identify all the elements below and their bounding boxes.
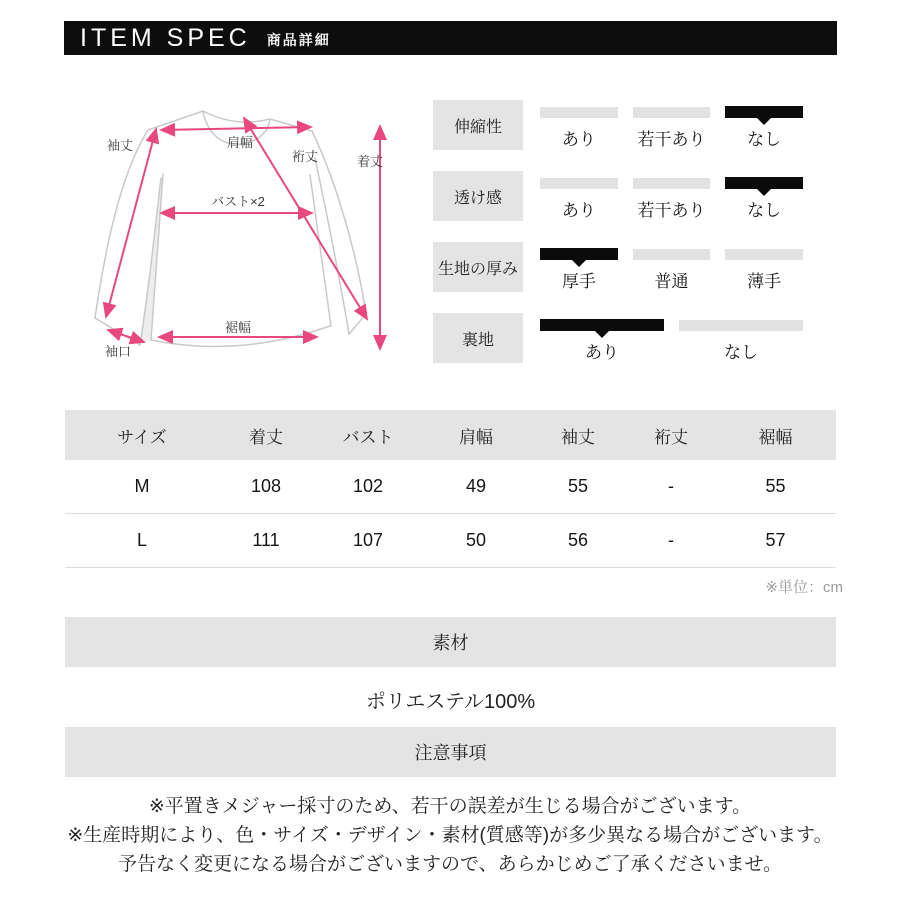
spec-option bbox=[679, 313, 803, 363]
size-table-cell: 55 bbox=[567, 476, 589, 496]
spec-option bbox=[725, 242, 803, 292]
spec-row-label: 透け感 bbox=[433, 171, 523, 221]
size-table-header-cell: 裄丈 bbox=[654, 427, 688, 447]
size-table-cell: 49 bbox=[465, 476, 487, 496]
label-sleeve-length: 袖丈 bbox=[106, 138, 134, 153]
spec-option-selected bbox=[725, 171, 803, 221]
size-table-cell: 57 bbox=[765, 530, 786, 550]
label-shoulder-width: 肩幅 bbox=[226, 135, 254, 150]
size-table-cell: 107 bbox=[352, 530, 384, 550]
spec-option-selected bbox=[540, 313, 664, 363]
spec-options bbox=[540, 313, 803, 363]
spec-bar-selected bbox=[540, 319, 664, 331]
spec-option-selected bbox=[725, 100, 803, 150]
size-table-cell: L bbox=[136, 530, 147, 550]
spec-bar bbox=[633, 249, 711, 260]
size-table-cell: 50 bbox=[465, 530, 487, 550]
label-hem-width: 裾幅 bbox=[224, 320, 252, 335]
header-title-en: ITEM SPEC bbox=[80, 23, 251, 52]
notes-line: ※生産時期により、色・サイズ・デザイン・素材(質感等)が多少異なる場合がございます。 bbox=[67, 825, 833, 846]
spec-bar bbox=[633, 178, 711, 189]
spec-bar-selected bbox=[540, 248, 618, 260]
label-body-length: 着丈 bbox=[356, 154, 384, 169]
spec-row bbox=[433, 242, 803, 292]
size-table-row bbox=[65, 460, 836, 514]
spec-bar bbox=[679, 320, 803, 331]
size-table-header-cell: 着丈 bbox=[249, 427, 283, 447]
header-title-ja: 商品詳細 bbox=[266, 32, 331, 48]
spec-row-label: 裏地 bbox=[433, 313, 523, 363]
material-value: ポリエステル100% bbox=[365, 691, 536, 713]
spec-row bbox=[433, 313, 803, 363]
spec-row bbox=[433, 100, 803, 150]
notes-line: 予告なく変更になる場合がございますので、あらかじめご了承くださいませ。 bbox=[117, 854, 783, 875]
spec-option bbox=[540, 171, 618, 221]
spec-options bbox=[540, 100, 803, 150]
size-table bbox=[65, 410, 836, 568]
notes-line: ※平置きメジャー採寸のため、若干の誤差が生じる場合がございます。 bbox=[148, 796, 752, 817]
spec-bar bbox=[725, 249, 803, 260]
spec-row-label: 伸縮性 bbox=[433, 100, 523, 150]
spec-option-selected bbox=[540, 242, 618, 292]
spec-option-label: あり bbox=[585, 343, 619, 362]
size-table-cell: - bbox=[668, 476, 674, 496]
label-bust: バスト×2 bbox=[211, 194, 265, 209]
arrow-cuff bbox=[108, 330, 144, 342]
label-cuff: 袖口 bbox=[104, 344, 132, 359]
size-table-header-cell: バスト bbox=[342, 427, 394, 447]
spec-option bbox=[633, 171, 711, 221]
arrow-shoulder-width bbox=[161, 127, 311, 130]
spec-option-label: あり bbox=[561, 201, 596, 220]
spec-option-label: 若干あり bbox=[637, 130, 706, 149]
spec-option bbox=[540, 100, 618, 150]
spec-bar bbox=[540, 107, 618, 118]
spec-option-label: なし bbox=[724, 343, 758, 362]
size-table-header-cell: サイズ bbox=[117, 427, 167, 447]
notes-lines bbox=[0, 792, 900, 879]
spec-row-label: 生地の厚み bbox=[433, 242, 523, 292]
spec-options bbox=[540, 171, 803, 221]
spec-option bbox=[633, 242, 711, 292]
size-table-cell: 108 bbox=[250, 476, 282, 496]
unit-note: ※単位：cm bbox=[765, 579, 843, 596]
size-table-cell: 102 bbox=[352, 476, 384, 496]
spec-section bbox=[433, 100, 803, 363]
size-table-cell: 111 bbox=[252, 530, 280, 550]
size-table-header-cell: 袖丈 bbox=[561, 427, 595, 447]
spec-option bbox=[633, 100, 711, 150]
size-table-cell: 55 bbox=[765, 476, 786, 496]
spec-bar bbox=[540, 178, 618, 189]
size-table-cell: M bbox=[134, 476, 150, 496]
notes-heading: 注意事項 bbox=[65, 727, 836, 777]
size-table-header-cell: 肩幅 bbox=[459, 427, 493, 447]
spec-option-label: あり bbox=[561, 130, 596, 149]
spec-bar-selected bbox=[725, 177, 803, 189]
material-heading: 素材 bbox=[65, 617, 836, 667]
spec-row bbox=[433, 171, 803, 221]
spec-option-label: なし bbox=[747, 130, 782, 149]
spec-option-label: 厚手 bbox=[561, 272, 596, 291]
spec-bar-selected bbox=[725, 106, 803, 118]
size-table-cell: - bbox=[668, 530, 674, 550]
spec-option-label: 薄手 bbox=[747, 272, 782, 291]
garment-measurement-diagram bbox=[60, 90, 405, 390]
item-spec-header-bar bbox=[64, 21, 837, 55]
label-yuki-length: 裄丈 bbox=[291, 149, 319, 164]
spec-option-label: 普通 bbox=[654, 272, 689, 291]
size-table-row bbox=[65, 514, 836, 568]
spec-bar bbox=[633, 107, 711, 118]
spec-option-label: 若干あり bbox=[637, 201, 706, 220]
size-table-cell: 56 bbox=[567, 530, 589, 550]
size-table-header-cell: 裾幅 bbox=[758, 427, 793, 447]
spec-options bbox=[540, 242, 803, 292]
spec-option-label: なし bbox=[747, 201, 782, 220]
size-table-header-row bbox=[65, 410, 836, 460]
